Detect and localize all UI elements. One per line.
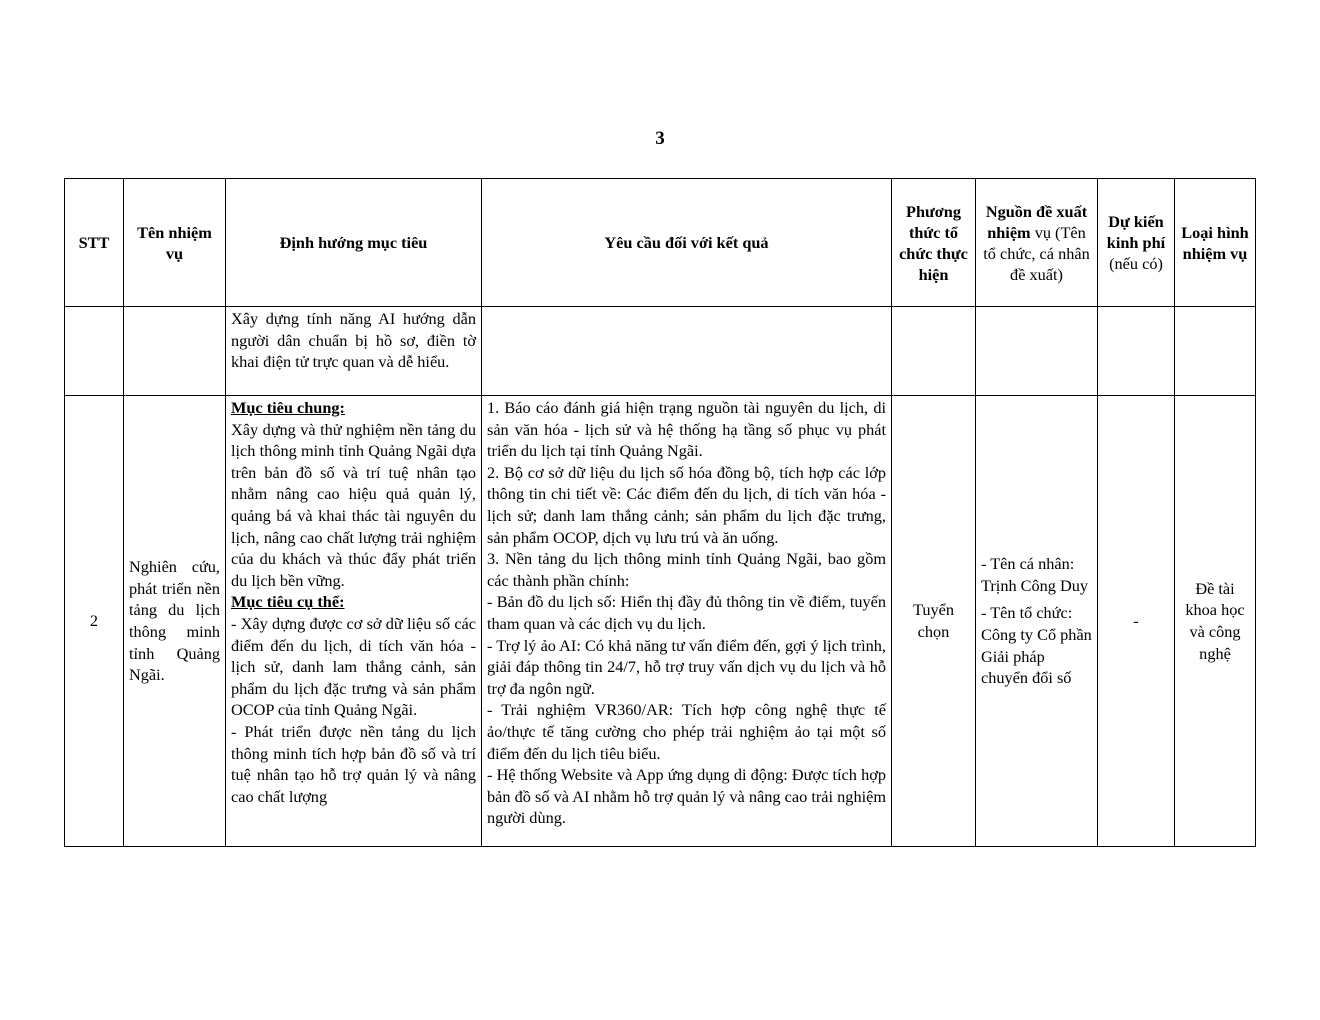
cell-empty bbox=[1175, 307, 1256, 396]
proposer-individual: - Tên cá nhân: Trịnh Công Duy bbox=[981, 554, 1089, 595]
general-objective-text: Xây dựng và thử nghiệm nền tảng du lịch thông minh tỉnh Quảng Ngãi dựa trên bản đồ số và trí tuệ nhân tạo nhằm nâng cao hiệu quả quản lý, quảng bá và khai thác tài nguyên du lịch, nâng cao chất lượng trải nghiệm của du khách và thúc đẩy phát triển du lịch bền vững. bbox=[231, 419, 476, 590]
header-proposal-source-bold: Nguồn đề xuất nhiệm bbox=[985, 201, 1088, 242]
header-implementation-method: Phương thức tổ chức thực hiện bbox=[892, 179, 976, 307]
header-objective: Định hướng mục tiêu bbox=[226, 179, 482, 307]
header-estimated-budget-bold: Dự kiến kinh phí bbox=[1106, 212, 1166, 252]
specific-objective-label: Mục tiêu cụ thể: bbox=[231, 592, 345, 612]
requirement-item: 3. Nền tảng du lịch thông minh tỉnh Quảng Ngãi, bao gồm các thành phần chính: bbox=[487, 549, 886, 590]
requirement-item: - Trải nghiệm VR360/AR: Tích hợp công nghệ thực tế ảo/thực tế tăng cường cho phép trải nghiệm ảo tại một số điểm đến du lịch tiêu biểu. bbox=[487, 700, 886, 763]
cell-estimated-budget: - bbox=[1098, 396, 1175, 847]
cell-task-type: Đề tài khoa học và công nghệ bbox=[1175, 396, 1256, 847]
cell-empty bbox=[892, 307, 976, 396]
proposer-organization: - Tên tổ chức: Công ty Cổ phần Giải pháp chuyển đổi số bbox=[981, 603, 1092, 688]
requirement-item: - Hệ thống Website và App ứng dụng di động: Được tích hợp bản đồ số và AI nhằm hỗ trợ quản lý và nâng cao trải nghiệm người dùng. bbox=[487, 765, 886, 828]
header-proposal-source bbox=[976, 179, 1098, 307]
cell-result-requirements bbox=[482, 396, 892, 847]
specific-objective-item: - Xây dựng được cơ sở dữ liệu số các điểm đến du lịch, di tích văn hóa - lịch sử, danh lam thắng cảnh, sản phẩm du lịch đặc trưng và sản phẩm OCOP của tỉnh Quảng Ngãi. bbox=[231, 613, 476, 720]
header-result-requirements: Yêu cầu đối với kết quả bbox=[482, 179, 892, 307]
header-stt: STT bbox=[65, 179, 124, 307]
cell-proposal-source bbox=[976, 396, 1098, 847]
cell-empty bbox=[482, 307, 892, 396]
header-task-type: Loại hình nhiệm vụ bbox=[1175, 179, 1256, 307]
requirement-item: - Trợ lý ảo AI: Có khả năng tư vấn điểm đến, gợi ý lịch trình, giải đáp thông tin 24/7, hỗ trợ truy vấn dịch vụ du lịch và hỗ trợ đa ngôn ngữ. bbox=[487, 635, 886, 698]
cell-task-name: Nghiên cứu, phát triển nền tảng du lịch thông minh tỉnh Quảng Ngãi. bbox=[124, 396, 226, 847]
header-row bbox=[65, 179, 1256, 307]
cell-empty bbox=[976, 307, 1098, 396]
header-estimated-budget-normal: (nếu có) bbox=[1109, 254, 1163, 273]
header-proposal-source-normal: vụ (Tên tổ chức, cá nhân đề xuất) bbox=[983, 222, 1090, 284]
cell-empty bbox=[65, 307, 124, 396]
cell-empty bbox=[1098, 307, 1175, 396]
cell-stt: 2 bbox=[65, 396, 124, 847]
cell-objective-continuation: Xây dựng tính năng AI hướng dẫn người dân chuẩn bị hồ sơ, điền tờ khai điện tử trực quan và dễ hiểu. bbox=[226, 307, 482, 396]
general-objective-label: Mục tiêu chung: bbox=[231, 398, 345, 417]
header-task-name: Tên nhiệm vụ bbox=[124, 179, 226, 307]
requirement-item: - Bản đồ du lịch số: Hiển thị đầy đủ thông tin về điểm, tuyến tham quan và các dịch vụ du lịch. bbox=[487, 592, 886, 633]
requirement-item: 2. Bộ cơ sở dữ liệu du lịch số hóa đồng bộ, tích hợp các lớp thông tin chi tiết về: Các điểm đến du lịch, di tích văn hóa - lịch sử; danh lam thắng cảnh; sản phẩm du lịch đặc trưng, sản phẩm OCOP, dịch vụ lưu trú và ăn uống. bbox=[487, 462, 886, 547]
table-row-continuation bbox=[65, 307, 1256, 396]
page-number: 3 bbox=[655, 128, 665, 149]
specific-objective-item: - Phát triển được nền tảng du lịch thông minh tích hợp bản đồ số và trí tuệ nhân tạo hỗ trợ quản lý và nâng cao chất lượng bbox=[231, 721, 476, 806]
task-table bbox=[64, 178, 1256, 847]
cell-implementation-method: Tuyển chọn bbox=[892, 396, 976, 847]
table-row bbox=[65, 396, 1256, 847]
header-estimated-budget bbox=[1098, 179, 1175, 307]
cell-objective bbox=[226, 396, 482, 847]
cell-empty bbox=[124, 307, 226, 396]
requirement-item: 1. Báo cáo đánh giá hiện trạng nguồn tài nguyên du lịch, di sản văn hóa - lịch sử và hệ thống hạ tầng số phục vụ phát triển du lịch tại tỉnh Quảng Ngãi. bbox=[487, 398, 886, 461]
